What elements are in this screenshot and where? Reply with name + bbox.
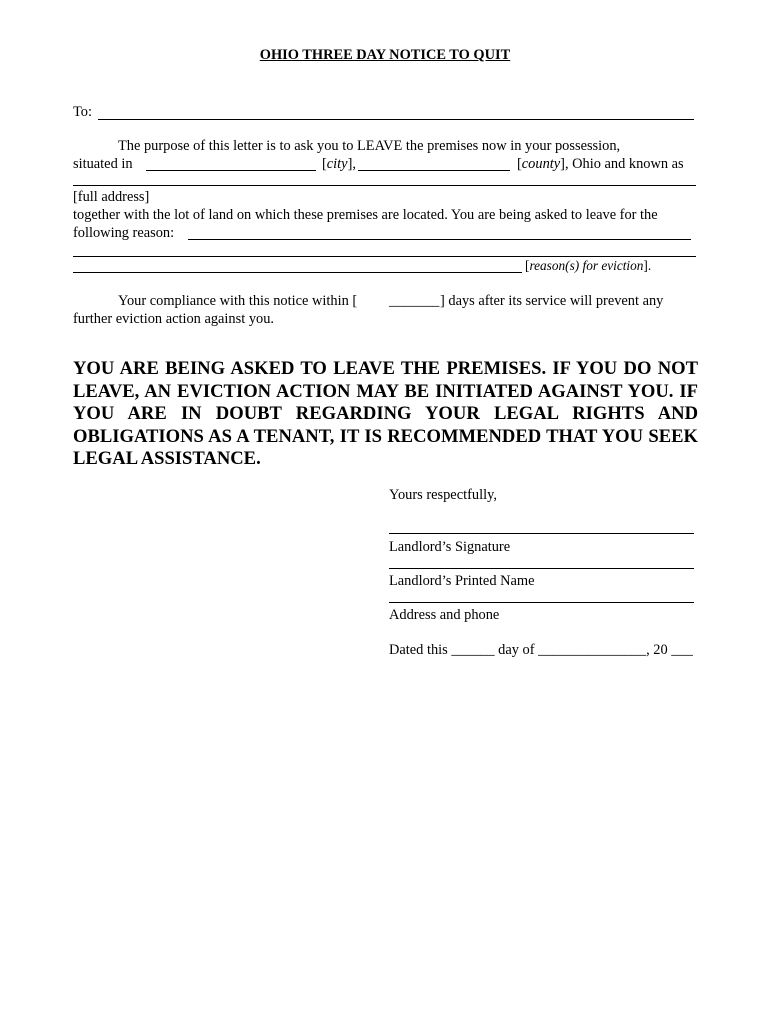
closing: Yours respectfully, (389, 487, 497, 503)
compliance-end: ] days after its service will prevent any (440, 293, 664, 309)
days-blank[interactable]: _______ (389, 293, 440, 309)
warning-notice: YOU ARE BEING ASKED TO LEAVE THE PREMISES. IF YOU DO NOT LEAVE, AN EVICTION ACTION MAY BE INITIATED AGAINST YOU. IF YOU ARE IN DOUBT REGARDING YOUR LEGAL RIGHTS AND OBLIGATIONS AS A TENANT, IT IS RECOMMENDED THAT YOU SEEK LEGAL ASSISTANCE. (73, 358, 698, 469)
year-blank[interactable]: ___ (671, 642, 693, 658)
reason-tag: [reason(s) for eviction]. (525, 258, 652, 273)
compliance-line2: further eviction action against you. (73, 311, 275, 327)
county-blank[interactable] (358, 170, 510, 171)
month-blank[interactable]: _______________ (538, 642, 647, 658)
purpose-line: The purpose of this letter is to ask you to LEAVE the premises now in your possession, (118, 138, 621, 154)
reason-blank-3[interactable] (73, 272, 522, 273)
city-tag: [city], (322, 156, 356, 172)
landlord-signature-label: Landlord’s Signature (389, 539, 511, 555)
year-prefix: , 20 (646, 642, 668, 658)
document-title: OHIO THREE DAY NOTICE TO QUIT (259, 47, 511, 63)
signature-blank[interactable] (389, 533, 694, 534)
county-tag: [county], Ohio and known as (517, 156, 684, 172)
address-phone-blank[interactable] (389, 602, 694, 603)
to-label: To: (73, 104, 92, 120)
compliance-start: Your compliance with this notice within [ (118, 293, 358, 309)
printed-name-blank[interactable] (389, 568, 694, 569)
together-line: together with the lot of land on which these premises are located. You are being asked to leave for the (73, 207, 658, 223)
day-blank[interactable]: ______ (451, 642, 495, 658)
dated-this-label: Dated this (389, 642, 448, 658)
situated-in-label: situated in (73, 156, 133, 172)
reason-blank-1[interactable] (188, 239, 691, 240)
address-phone-label: Address and phone (389, 607, 500, 623)
recipient-blank[interactable] (98, 119, 694, 120)
day-of-label: day of (498, 642, 535, 658)
city-blank[interactable] (146, 170, 316, 171)
full-address-blank[interactable] (73, 185, 696, 186)
dated-line (389, 641, 693, 659)
full-address-label: [full address] (73, 189, 150, 205)
following-reason-label: following reason: (73, 225, 175, 241)
printed-name-label: Landlord’s Printed Name (389, 573, 535, 589)
